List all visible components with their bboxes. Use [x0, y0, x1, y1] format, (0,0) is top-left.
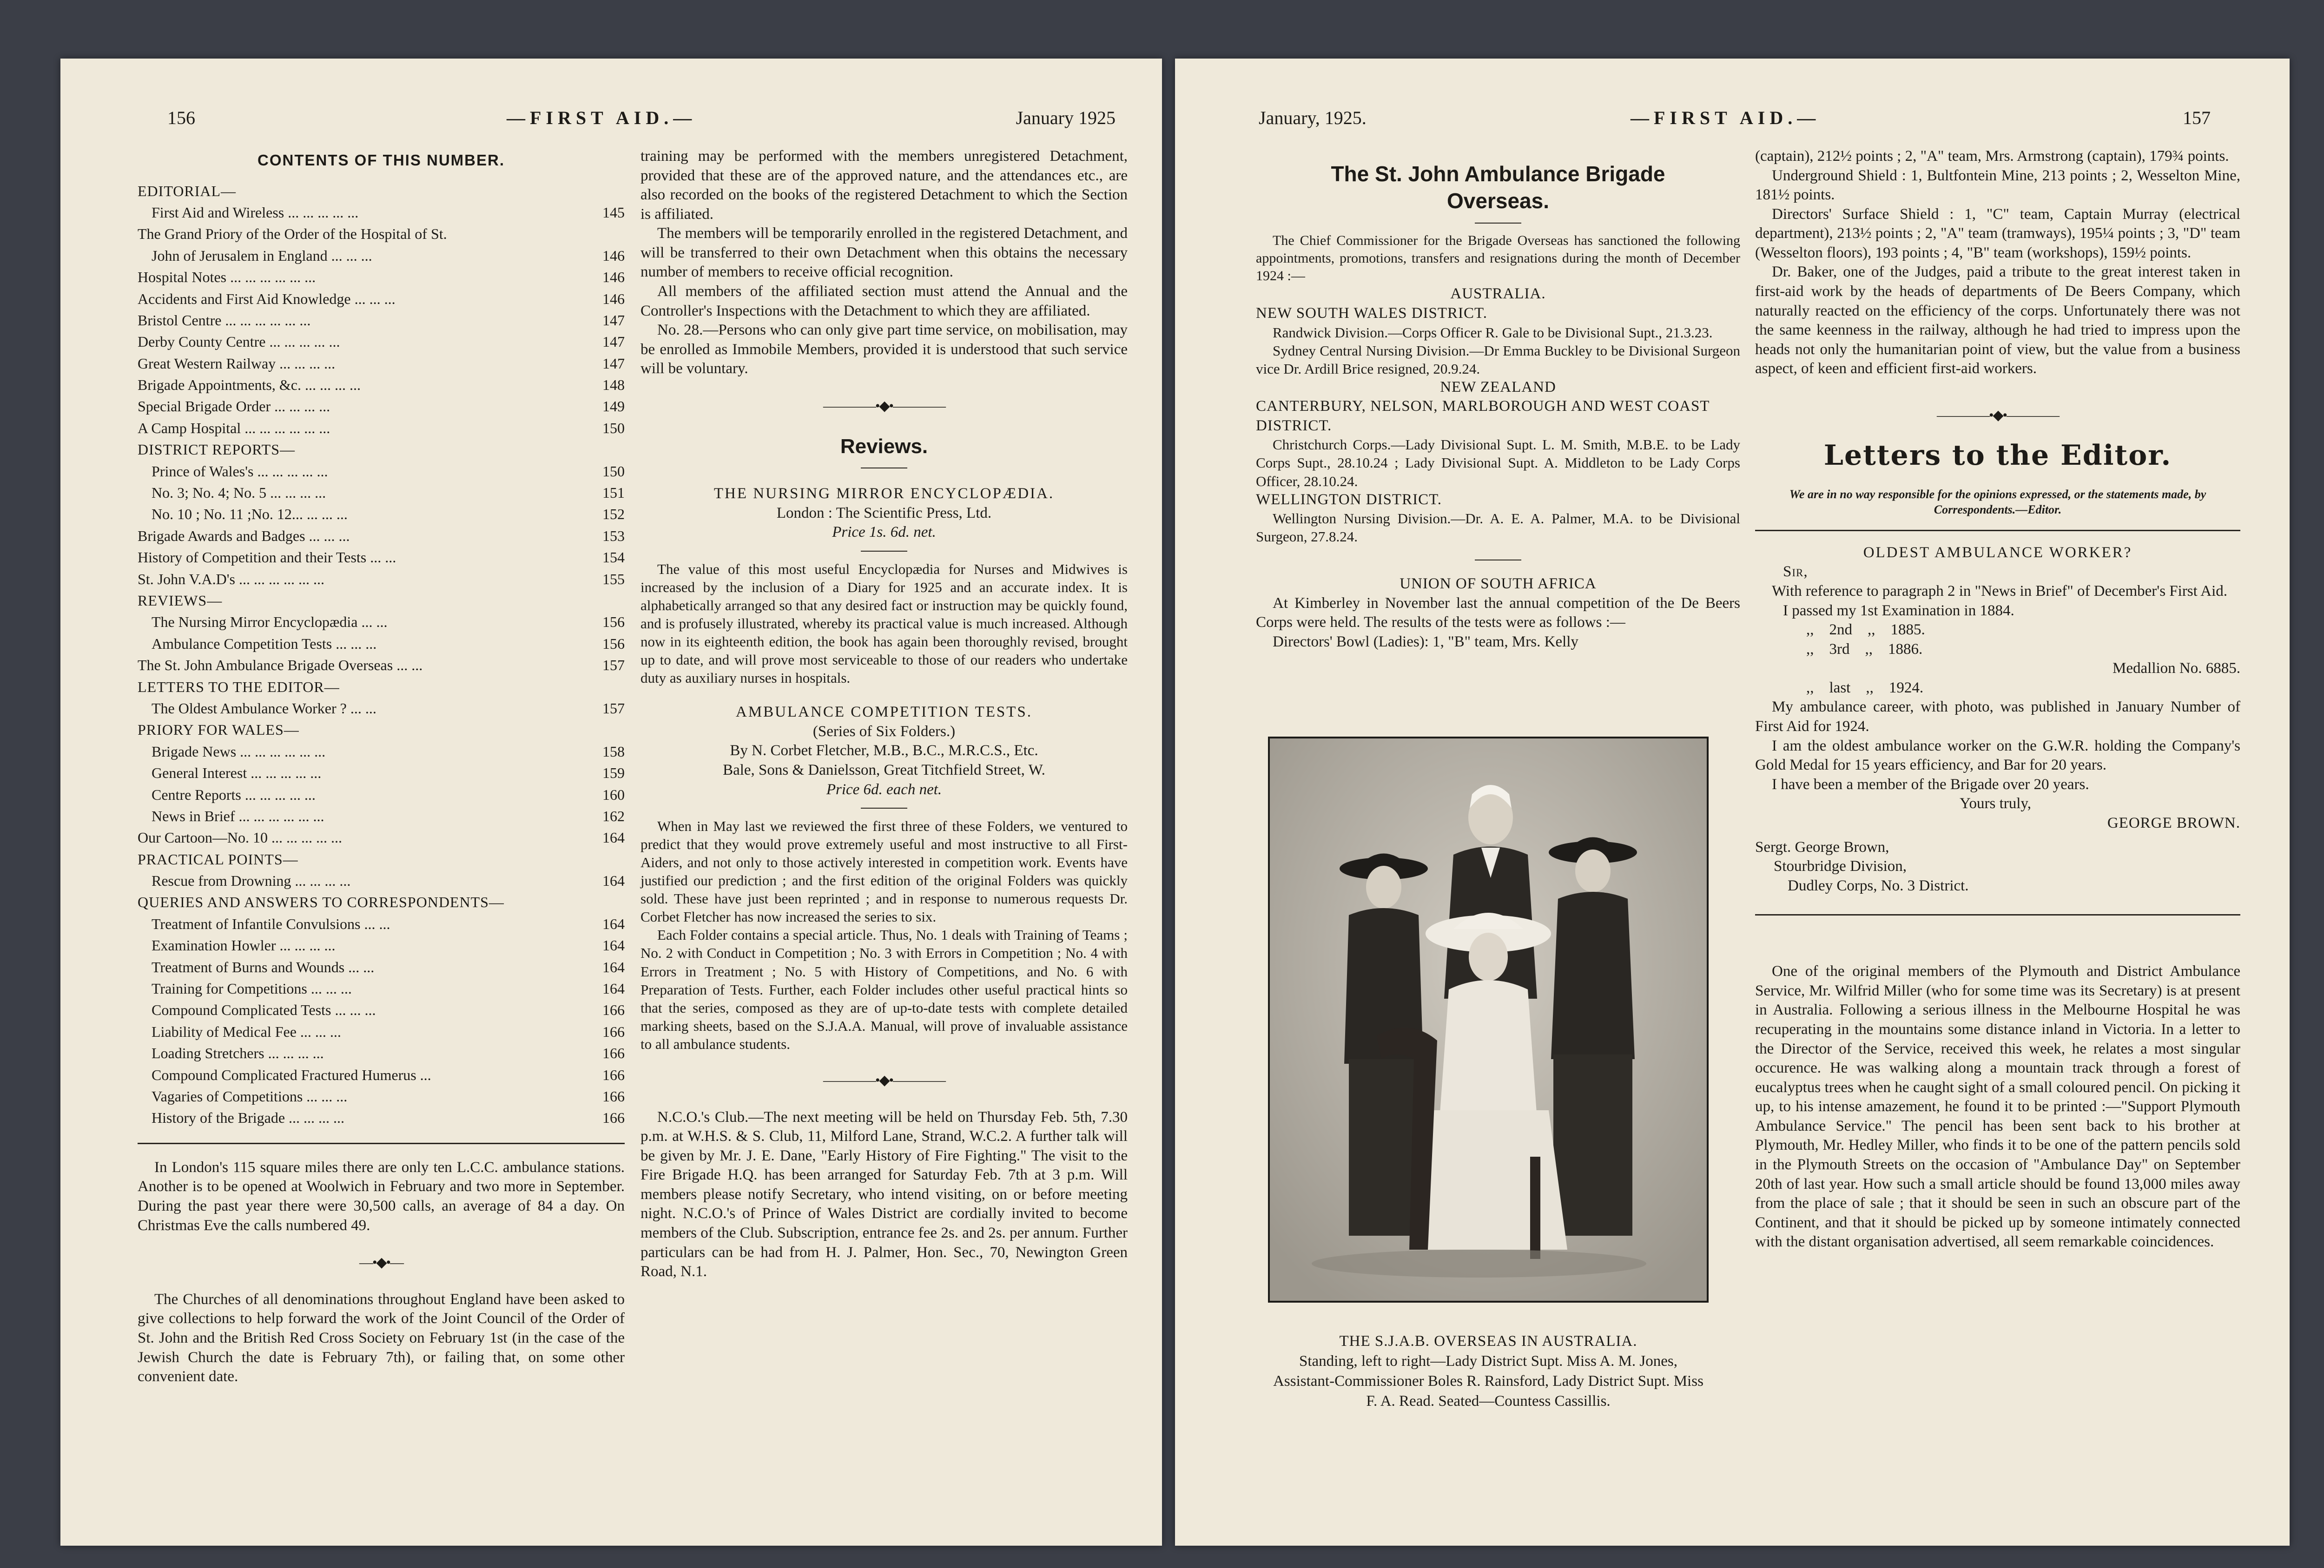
plymouth-paragraph: One of the original members of the Plymouth and District Ambulance Service, Mr. Wilfrid Miller (who for some time was its Secretary) is at present in Australia. Following a serious illness in the Melbourne Hospital he was recuperating in the mountains some distance inland in Victoria. In a letter to the Director of the Service, received this week, he relates a most singular occurence. He was walking along a mountain track through a forest of eucalyptus trees when he caught sight of a small coloured pencil. On picking it up, to his intense amazement, he found it to be printed :—"Support Plymouth Ambulance Service." The pencil has been sent back to his brother at Plymouth, Mr. Hedley Miller, who finds it to be one of the pattern pencils sold in the Plymouth Streets on the occasion of "Ambulance Day" on September 20th of last year. How such a small article should be found 13,000 miles away from the place of sale ; that it should be seen in such an obscure part of the Continent, and that it should be picked up by someone intimately connected with the distant organisation advertised, all seem remarkable coincidences.	[1755, 963, 2240, 1251]
training-paragraph: No. 28.—Persons who can only give part time service, on mobilisation, may be enrolled as Immobile Members, provided it is understood that such service will be voluntary.	[640, 322, 1128, 377]
contents-entry-page	[597, 849, 625, 870]
contents-entry-page: 166	[602, 1045, 625, 1062]
book-review: When in May last we reviewed the first three of these Folders, we ventured to predict that they would prove extremely useful and most instructive to all First-Aiders, and not only to those actively interested in competition work. Events have justified our prediction ; and the first edition of the original Folders was quickly sold. These have just been reprinted ; and in response to numerous requests Dr. Corbet Fletcher has now increased the series to six.	[640, 818, 1128, 925]
contents-entry-title: Great Western Railway ... ... ... ...	[138, 355, 336, 372]
contents-entry	[138, 417, 625, 439]
letter-body: I have been a member of the Brigade over 20 years.	[1772, 776, 2089, 793]
contents-entry	[138, 827, 625, 848]
appointment: Wellington Nursing Division.—Dr. A. E. A. Palmer, M.A. to be Divisional Surgeon, 27.8.24.	[1256, 510, 1740, 545]
contents-entry-title: Brigade Appointments, &c. ... ... ... ...	[138, 376, 361, 394]
contents-entry	[138, 676, 625, 698]
contents-entry	[138, 1086, 625, 1107]
contents-entry	[138, 266, 625, 288]
divider	[1755, 530, 2240, 531]
running-header-right	[1175, 107, 2290, 130]
contents-entry	[138, 870, 625, 891]
contents-entry-page: 155	[602, 570, 625, 587]
contents-entry-title: LETTERS TO THE EDITOR—	[138, 678, 340, 695]
contents-entry-title: Centre Reports ... ... ... ... ...	[152, 786, 316, 803]
contents-entry	[138, 1064, 625, 1086]
contents-entry-page	[597, 590, 625, 611]
contents-entry-page: 157	[602, 699, 625, 717]
appointment: Randwick Division.—Corps Officer R. Gale to be Divisional Supt., 21.3.23.	[1273, 324, 1713, 341]
section-heading: WELLINGTON DISTRICT.	[1256, 491, 1442, 508]
contents-entry	[138, 633, 625, 654]
contents-entry-title: REVIEWS—	[138, 592, 223, 609]
contents-entry	[138, 611, 625, 632]
contents-entry	[138, 913, 625, 935]
contents-entry-title: Brigade News ... ... ... ... ... ...	[152, 743, 326, 760]
contents-entry	[138, 331, 625, 352]
group-photo	[1268, 737, 1709, 1303]
contents-entry-title: Accidents and First Aid Knowledge ... ... ...	[138, 290, 396, 307]
contents-entry-title: DISTRICT REPORTS—	[138, 441, 295, 458]
section-heading: CANTERBURY, NELSON, MARLBOROUGH AND WEST COAST DISTRICT.	[1256, 398, 1710, 434]
contents-entry-title: First Aid and Wireless ... ... ... ... ...	[152, 204, 359, 221]
training-paragraph: All members of the affiliated section must attend the Annual and the Controller's Inspections with the Detachment to which they are affiliated.	[640, 283, 1128, 319]
book-price: Price 6d. each net.	[826, 781, 942, 798]
contents-entry	[138, 525, 625, 547]
contents-entry-title: The Grand Priory of the Order of the Hospital of St.	[138, 225, 447, 243]
running-header-left	[60, 107, 1162, 130]
contents-entry-page: 146	[602, 290, 625, 307]
contents-entry-page: 152	[602, 506, 625, 523]
address-line: Dudley Corps, No. 3 District.	[1788, 877, 1969, 894]
contents-entry-title: Training for Competitions ... ... ...	[152, 980, 352, 997]
divider	[861, 551, 907, 552]
contents-entry	[138, 461, 625, 482]
letter-body: With reference to paragraph 2 in "News in Brief" of December's First Aid.	[1772, 582, 2227, 600]
contents-entry	[138, 978, 625, 999]
contents-entry-title: Examination Howler ... ... ... ...	[152, 937, 336, 954]
contents-entry	[138, 719, 625, 740]
appointment: Sydney Central Nursing Division.—Dr Emma Buckley to be Divisional Surgeon vice Dr. Ardill Brice resigned, 20.9.24.	[1256, 342, 1740, 377]
exam-line: Medallion No. 6885.	[2113, 660, 2240, 677]
divider	[1475, 223, 1521, 224]
contents-entry-title: No. 10 ; No. 11 ;No. 12... ... ... ...	[152, 506, 348, 523]
kimberley-paragraph: At Kimberley in November last the annual competition of the De Beers Corps were held. The results of the tests were as follows :—	[1256, 594, 1740, 631]
contents-entry-title: History of Competition and their Tests ... ...	[138, 549, 396, 566]
contents-entry	[138, 568, 625, 590]
contents-entry-page: 147	[602, 311, 625, 329]
contents-entry-page: 166	[602, 1109, 625, 1127]
churches-note: The Churches of all denominations throughout England have been asked to give collections to help forward the work of the Joint Council of the Order of St. John and the British Red Cross Society on February 1st (in the case of the Jewish Church the date is February 7th), or failing that, on some other convenient date.	[138, 1291, 625, 1385]
contents-entry-page	[597, 719, 625, 740]
contents-entry-page: 147	[602, 333, 625, 350]
contents-entry-page: 164	[602, 980, 625, 997]
page-number: 156	[167, 107, 195, 128]
contents-entry	[138, 547, 625, 568]
group-photo-illustration	[1270, 738, 1707, 1301]
london-note: In London's 115 square miles there are only ten L.C.C. ambulance stations. Another is to be opened at Woolwich in February and two more in September. During the past year there were 30,500 calls, an average of 84 a day. On Christmas Eve the calls numbered 49.	[138, 1159, 625, 1234]
contents-entry-title: The St. John Ambulance Brigade Overseas ... ...	[138, 657, 423, 674]
ornament: —•◆•—	[359, 1255, 403, 1271]
contents-entry-page: 164	[602, 829, 625, 846]
contents-entry-page: 166	[602, 1023, 625, 1040]
contents-entry-title: News in Brief ... ... ... ... ... ...	[152, 807, 324, 824]
signature: GEORGE BROWN.	[2107, 814, 2240, 831]
contents-entry-title: Treatment of Burns and Wounds ... ...	[152, 958, 375, 975]
contents-entry	[138, 395, 625, 417]
contents-entry	[138, 245, 625, 266]
contents-entry-page: 146	[602, 247, 625, 264]
contents-entry	[138, 439, 625, 460]
contents-entry-title: Vagaries of Competitions ... ... ...	[152, 1087, 348, 1105]
results-paragraph: (captain), 212½ points ; 2, "A" team, Mrs. Armstrong (captain), 179¾ points.	[1755, 148, 2229, 165]
exam-line: ,, 3rd ,, 1886.	[1806, 640, 1923, 658]
contents-entry-page: 145	[602, 204, 625, 221]
overseas-column	[1256, 147, 1740, 652]
book-title: THE NURSING MIRROR ENCYCLOPÆDIA.	[713, 485, 1055, 502]
exam-line: ,, last ,, 1924.	[1806, 679, 1924, 696]
photo-caption-title: THE S.J.A.B. OVERSEAS IN AUSTRALIA.	[1339, 1333, 1637, 1350]
contents-entry-title: The Oldest Ambulance Worker ? ... ...	[152, 699, 376, 717]
contents-entry-title: Prince of Wales's ... ... ... ... ...	[152, 462, 328, 480]
letters-column	[1755, 147, 2240, 1252]
section-heading: AUSTRALIA.	[1450, 285, 1546, 303]
book-publisher: Bale, Sons & Danielsson, Great Titchfield Street, W.	[723, 761, 1045, 778]
contents-entry-title: No. 3; No. 4; No. 5 ... ... ... ...	[152, 484, 326, 501]
contents-entry	[138, 288, 625, 310]
address-line: Stourbridge Division,	[1774, 858, 1907, 875]
contents-entry-page: 157	[602, 657, 625, 674]
contents-entry-title: PRIORY FOR WALES—	[138, 721, 299, 738]
contents-entry	[138, 1107, 625, 1128]
contents-entry-page: 148	[602, 376, 625, 394]
contents-entry	[138, 310, 625, 331]
contents-entry-page: 154	[602, 549, 625, 566]
letters-heading: Letters to the Editor.	[1823, 439, 2172, 472]
issue-date: January, 1925.	[1259, 107, 1367, 128]
contents-entry-page: 162	[602, 807, 625, 824]
book-price: Price 1s. 6d. net.	[832, 524, 936, 541]
book-review: Each Folder contains a special article. Thus, No. 1 deals with Training of Teams ; No. 2 with Conduct in Competition ; No. 3 with Errors in Competition ; No. 4 with Errors in Treatment ; No. 5 with History of Competitions, and No. 6 with Preparation of Tests. Further, each Folder includes other useful practical hints so that the series, composed as they are of up-to-date tests with complete detailed marking sheets, based on the S.J.A.A. Manual, will prove of invaluable assistance to all ambulance students.	[640, 927, 1128, 1052]
contents-entry-page: 158	[602, 743, 625, 760]
contents-entry-page: 150	[602, 462, 625, 480]
contents-entry	[138, 849, 625, 870]
section-heading: NEW SOUTH WALES DISTRICT.	[1256, 304, 1487, 322]
contents-entry-title: EDITORIAL—	[138, 182, 237, 199]
contents-entry-title: PRACTICAL POINTS—	[138, 850, 298, 868]
contents-entry	[138, 698, 625, 719]
letter-body: My ambulance career, with photo, was published in January Number of First Aid for 1924.	[1755, 698, 2240, 735]
contents-entry-title: QUERIES AND ANSWERS TO CORRESPONDENTS—	[138, 894, 504, 911]
training-paragraph: training may be performed with the members unregistered Detachment, provided that these are of the approved nature, and the attendances etc., are also recorded on the books of the registered Detachment to which the Section is affiliated.	[640, 148, 1128, 223]
reviews-column	[640, 147, 1128, 1282]
contents-entry-page: 156	[602, 635, 625, 652]
section-heading: UNION OF SOUTH AFRICA	[1400, 575, 1597, 593]
photo-caption-text: Standing, left to right—Lady District Supt. Miss A. M. Jones, Assistant-Commissioner Boles R. Rainsford, Lady District Supt. Miss F. A. Read. Seated—Countess Cassillis.	[1273, 1352, 1703, 1410]
contents-entry	[138, 1042, 625, 1064]
magazine-title: —FIRST AID.—	[1631, 107, 1821, 128]
contents-entry	[138, 805, 625, 827]
contents-entry	[138, 956, 625, 978]
contents-entry	[138, 353, 625, 374]
contents-entry-page: 166	[602, 1087, 625, 1105]
contents-entry	[138, 202, 625, 223]
address-line: Sergt. George Brown,	[1755, 838, 1889, 856]
divider	[1755, 914, 2240, 916]
contents-entry-title: Compound Complicated Tests ... ... ...	[152, 1001, 376, 1019]
contents-list	[138, 180, 625, 1129]
contents-entry-title: Hospital Notes ... ... ... ... ... ...	[138, 269, 316, 286]
contents-entry-page	[597, 891, 625, 913]
contents-entry-page: 164	[602, 915, 625, 932]
contents-entry	[138, 762, 625, 784]
book-title: AMBULANCE COMPETITION TESTS.	[736, 704, 1032, 721]
contents-entry-page: 164	[602, 958, 625, 975]
exam-line: ,, 2nd ,, 1885.	[1806, 621, 1925, 639]
contents-entry-page: 164	[602, 872, 625, 889]
contents-entry	[138, 935, 625, 956]
appointment: Christchurch Corps.—Lady Divisional Supt. L. M. Smith, M.B.E. to be Lady Corps Supt., 28.10.24 ; Lady Divisional Supt. A. Middleton to be Lady Corps Officer, 28.10.24.	[1256, 436, 1740, 489]
magazine-title: —FIRST AID.—	[507, 107, 697, 128]
contents-entry	[138, 654, 625, 676]
contents-entry-title: Brigade Awards and Badges ... ... ...	[138, 527, 350, 544]
contents-entry	[138, 1021, 625, 1042]
contents-entry-title: Rescue from Drowning ... ... ... ...	[152, 872, 351, 889]
contents-entry-page	[597, 676, 625, 698]
contents-entry	[138, 891, 625, 913]
contents-entry-title: The Nursing Mirror Encyclopædia ... ...	[152, 613, 388, 631]
contents-entry-title: Special Brigade Order ... ... ... ...	[138, 398, 330, 415]
ornament: ————•◆•————	[823, 398, 945, 414]
left-page	[60, 59, 1162, 1546]
overseas-heading: The St. John Ambulance Brigade Overseas.	[1331, 162, 1665, 213]
training-paragraph: The members will be temporarily enrolled in the registered Detachment, and will be transferred to their own Detachment when this obtains the necessary number of members to receive official recognition.	[640, 225, 1128, 281]
contents-title: CONTENTS OF THIS NUMBER.	[257, 152, 505, 169]
contents-entry-title: General Interest ... ... ... ... ...	[152, 764, 322, 782]
letter-body: I am the oldest ambulance worker on the G.W.R. holding the Company's Gold Medal for 15 years efficiency, and Bar for 20 years.	[1755, 737, 2240, 774]
book-series: (Series of Six Folders.)	[812, 723, 956, 740]
contents-entry-title: Liability of Medical Fee ... ... ...	[152, 1023, 341, 1040]
contents-entry-page: 150	[602, 419, 625, 436]
contents-entry-title: Bristol Centre ... ... ... ... ... ...	[138, 311, 311, 329]
contents-entry	[138, 741, 625, 762]
results-paragraph: Dr. Baker, one of the Judges, paid a tribute to the great interest taken in first-aid work by the heads of departments of De Beers Company, which naturally reacted on the efficiency of the corps. Unfortunately there was not the same keenness in the railway, although he had tried to impress upon the heads not only the humanitarian point of view, but the value from a business aspect, of keen and efficient first-aid workers.	[1755, 264, 2240, 377]
contents-entry-title: St. John V.A.D's ... ... ... ... ... ...	[138, 570, 324, 587]
contents-entry-page: 146	[602, 269, 625, 286]
exam-line: I passed my 1st Examination in 1884.	[1783, 602, 2014, 619]
divider	[861, 808, 907, 809]
contents-entry-page: 156	[602, 613, 625, 631]
contents-entry-title: Loading Stretchers ... ... ... ...	[152, 1045, 324, 1062]
contents-entry-title: John of Jerusalem in England ... ... ...	[152, 247, 372, 264]
contents-entry-page	[597, 439, 625, 460]
book-publisher: London : The Scientific Press, Ltd.	[776, 504, 992, 521]
section-heading: NEW ZEALAND	[1440, 378, 1556, 395]
contents-entry	[138, 223, 625, 244]
divider	[138, 1143, 625, 1144]
ornament: ————•◆•————	[823, 1072, 945, 1088]
contents-column	[138, 147, 625, 1387]
contents-entry	[138, 374, 625, 395]
salutation: Sir,	[1783, 563, 1808, 580]
page-number: 157	[2183, 107, 2211, 128]
contents-entry-title: History of the Brigade ... ... ... ...	[152, 1109, 345, 1127]
contents-entry-page	[597, 223, 625, 244]
results-paragraph: Directors' Surface Shield : 1, "C" team, Captain Murray (electrical department), 213½ points ; 2, "A" team (tramways), 195¼ points ; 3, "D" team (Wesselton floors), 193 points ; 4, "B" team (workshops), 159½ points.	[1755, 205, 2240, 261]
book-author: By N. Corbet Fletcher, M.B., B.C., M.R.C.S., Etc.	[730, 742, 1038, 759]
contents-entry-page: 160	[602, 786, 625, 803]
contents-entry-title: A Camp Hospital ... ... ... ... ... ...	[138, 419, 330, 436]
contents-entry-page	[597, 180, 625, 202]
book-review: The value of this most useful Encyclopædia for Nurses and Midwives is increased by the inclusion of a Diary for 1925 and an accurate index. It is alphabetically arranged so that any desired fact or instruction may be quickly found, and is profusely illustrated, whereby its practical value is much increased. Although now in its eighteenth edition, the book has again been thoroughly revised, brought up to date, and will prove most serviceable to those of our readers who undertake duty as auxiliary nurses in hospitals.	[640, 560, 1128, 686]
letter-title: OLDEST AMBULANCE WORKER?	[1863, 544, 2133, 561]
disclaimer: We are in no way responsible for the opinions expressed, or the statements made, by Correspondents.—Editor.	[1789, 488, 2206, 517]
issue-date: January 1925	[1016, 107, 1116, 128]
contents-entry-page: 147	[602, 355, 625, 372]
closing: Yours truly,	[1960, 795, 2032, 812]
nco-club-note: N.C.O.'s Club.—The next meeting will be held on Thursday Feb. 5th, 7.30 p.m. at W.H.S. & S. Club, 11, Milford Lane, Strand, W.C.2. A further talk will be given by Mr. J. E. Dane, "Early History of Fire Fighting." The visit to the Fire Brigade H.Q. has been arranged for Saturday Feb. 7th at 3 p.m. Will members please notify Secretary, who intend visiting, on or before meeting night. N.C.O.'s of Prince of Wales District are cordially invited to become members of the Club. Subscription, entrance fee 2s. and 2s. per annum. Further particulars can be had from H. J. Palmer, Hon. Sec., 70, Newington Green Road, N.1.	[640, 1108, 1128, 1280]
overseas-intro: The Chief Commissioner for the Brigade Overseas has sanctioned the following appointments, promotions, transfers and resignations during the month of December 1924 :—	[1256, 233, 1740, 283]
contents-entry-page: 164	[602, 937, 625, 954]
contents-entry	[138, 503, 625, 525]
contents-entry	[138, 180, 625, 202]
contents-entry	[138, 999, 625, 1021]
photo-caption	[1268, 1331, 1709, 1411]
contents-entry-title: Derby County Centre ... ... ... ... ...	[138, 333, 340, 350]
contents-entry-page: 153	[602, 527, 625, 544]
contents-entry	[138, 590, 625, 611]
contents-entry-page: 151	[602, 484, 625, 501]
contents-entry-page: 166	[602, 1066, 625, 1083]
ornament: ————•◆•————	[1936, 407, 2059, 423]
reviews-heading: Reviews.	[840, 435, 928, 458]
contents-entry-page: 159	[602, 764, 625, 782]
directors-bowl: Directors' Bowl (Ladies): 1, "B" team, Mrs. Kelly	[1273, 633, 1578, 650]
contents-entry	[138, 784, 625, 805]
contents-entry	[138, 482, 625, 503]
contents-entry-title: Compound Complicated Fractured Humerus ...	[152, 1066, 431, 1083]
results-paragraph: Underground Shield : 1, Bultfontein Mine, 213 points ; 2, Wesselton Mine, 181½ points.	[1755, 167, 2240, 204]
contents-entry-page: 149	[602, 398, 625, 415]
contents-entry-title: Our Cartoon—No. 10 ... ... ... ... ...	[138, 829, 342, 846]
contents-entry-title: Ambulance Competition Tests ... ... ...	[152, 635, 377, 652]
contents-entry-title: Treatment of Infantile Convulsions ... ...	[152, 915, 390, 932]
contents-entry-page: 166	[602, 1001, 625, 1019]
